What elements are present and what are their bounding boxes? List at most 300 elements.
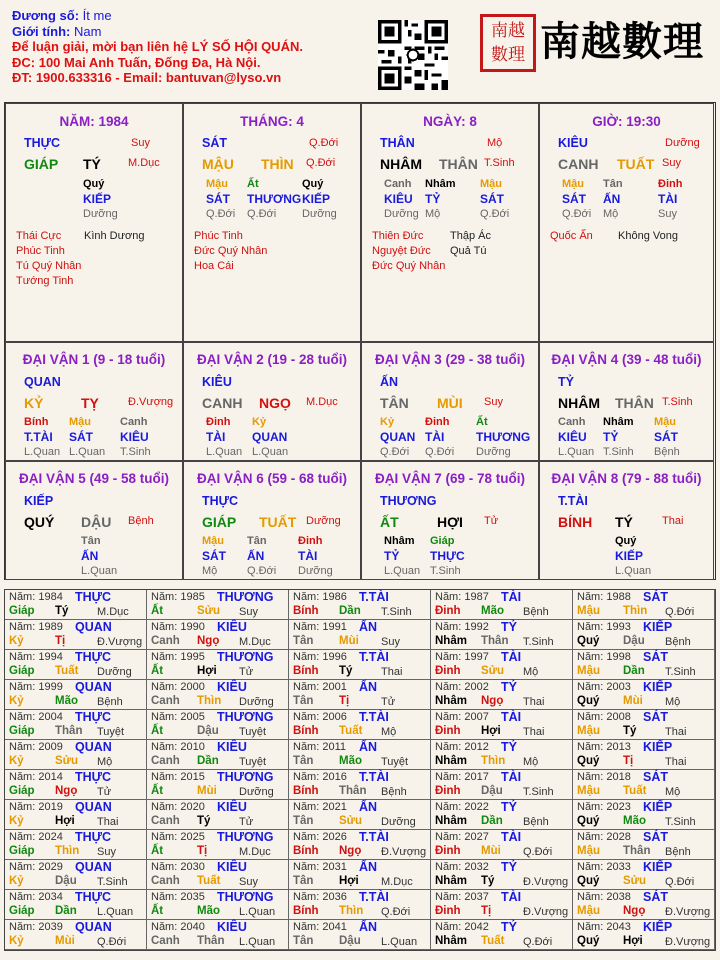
star-right: Không Vong — [618, 230, 678, 242]
year-label: Năm: 2016 — [293, 771, 347, 783]
year-branch: Tuất — [481, 935, 505, 947]
year-cell — [573, 920, 715, 950]
year-cell — [431, 650, 573, 680]
year-label: Năm: 2013 — [577, 741, 631, 753]
year-label: Năm: 2037 — [435, 891, 489, 903]
year-phase: M.Dục — [97, 606, 129, 618]
hidden-god: THƯƠNG — [476, 430, 531, 444]
year-stem: Quý — [577, 635, 600, 647]
year-stem: Kỷ — [9, 815, 24, 827]
pillar-title: NGÀY: 8 — [423, 114, 477, 129]
pillar-title: GIỜ: 19:30 — [592, 114, 661, 129]
pillar-branch: THÂN — [439, 156, 478, 172]
dai-van-god: KIÊU — [202, 375, 232, 389]
year-phase: Tuyệt — [97, 726, 125, 738]
year-stem: Nhâm — [435, 755, 467, 767]
year-phase: Dưỡng — [239, 696, 274, 708]
year-label: Năm: 2004 — [9, 711, 63, 723]
year-phase: M.Dục — [239, 846, 271, 858]
year-label: Năm: 1994 — [9, 651, 63, 663]
year-branch: Mão — [623, 815, 646, 827]
year-branch: Thân — [55, 725, 83, 737]
year-god: T.TÀI — [359, 770, 389, 784]
dai-van-stem-phase: Bệnh — [128, 515, 154, 527]
star-left: Hoa Cái — [194, 260, 234, 272]
year-label: Năm: 1984 — [9, 591, 63, 603]
year-stem: Quý — [577, 755, 600, 767]
year-label: Năm: 1987 — [435, 591, 489, 603]
year-branch: Dậu — [623, 635, 645, 647]
year-label: Năm: 2015 — [151, 771, 205, 783]
year-branch: Hợi — [481, 725, 501, 737]
year-god: T.TÀI — [359, 710, 389, 724]
year-branch: Dậu — [481, 785, 503, 797]
hidden-phase: L.Quan — [384, 565, 421, 577]
year-label: Năm: 2008 — [577, 711, 631, 723]
year-phase: Tuyệt — [239, 726, 267, 738]
contact-line: Để luận giải, mời bạn liên hệ LÝ SỐ HỘI QUÁN. — [12, 39, 303, 54]
hidden-stem: Đinh — [206, 416, 231, 428]
year-label: Năm: 2010 — [151, 741, 205, 753]
year-cell — [289, 740, 431, 770]
year-label: Năm: 2001 — [293, 681, 347, 693]
year-branch: Thìn — [55, 845, 80, 857]
year-branch: Dậu — [197, 725, 219, 737]
year-branch: Dần — [481, 815, 503, 827]
dai-van-stem-phase: Thai — [662, 515, 684, 527]
year-cell — [573, 890, 715, 920]
hidden-god: TỶ — [384, 549, 400, 563]
dai-van-stem-phase: Đ.Vượng — [128, 396, 174, 408]
year-branch: Thìn — [481, 755, 506, 767]
year-god: TÀI — [501, 770, 522, 784]
year-label: Năm: 2030 — [151, 861, 205, 873]
year-label: Năm: 1998 — [577, 651, 631, 663]
year-branch: Tuất — [623, 785, 647, 797]
year-god: T.TÀI — [359, 830, 389, 844]
year-stem: Tân — [293, 695, 314, 707]
year-stem: Đinh — [435, 785, 461, 797]
year-stem: Kỷ — [9, 635, 24, 647]
year-cell — [5, 860, 147, 890]
year-cell — [289, 680, 431, 710]
year-branch: Thìn — [339, 905, 364, 917]
hidden-phase: Dưỡng — [476, 446, 511, 458]
year-phase: Mộ — [523, 756, 539, 768]
year-cell — [147, 620, 289, 650]
year-god: KIÊU — [217, 620, 247, 634]
dai-van-stem: ẤT — [380, 514, 399, 530]
year-branch: Thân — [623, 845, 651, 857]
dai-van-god: THỰC — [202, 494, 239, 508]
hidden-stem: Mậu — [206, 178, 228, 190]
year-label: Năm: 2018 — [577, 771, 631, 783]
year-phase: L.Quan — [381, 936, 418, 948]
year-cell — [5, 590, 147, 620]
dai-van-cell — [5, 461, 183, 580]
dai-van-stem: KỶ — [24, 395, 44, 411]
year-stem: Đinh — [435, 725, 461, 737]
year-cell — [573, 680, 715, 710]
hidden-stem: Nhâm — [425, 178, 456, 190]
year-stem: Mậu — [577, 785, 600, 797]
year-cell — [573, 770, 715, 800]
hidden-stem: Quý — [302, 178, 324, 190]
year-god: QUAN — [75, 800, 112, 814]
dai-van-cell — [183, 461, 361, 580]
star-left: Đức Quý Nhân — [372, 260, 446, 272]
year-cell — [573, 830, 715, 860]
year-branch: Dần — [623, 665, 645, 677]
year-cell — [431, 620, 573, 650]
hidden-god: SÁT — [206, 192, 230, 206]
hidden-stem: Tân — [603, 178, 623, 190]
pillar-top-phase: Suy — [131, 137, 150, 149]
pillar-top-phase: Mộ — [487, 137, 503, 149]
year-cell — [431, 890, 573, 920]
hidden-stem: Quý — [615, 535, 637, 547]
star-right: Quả Tú — [450, 245, 487, 257]
year-stem: Mậu — [577, 725, 600, 737]
year-phase: Mộ — [665, 696, 681, 708]
year-god: TÀI — [501, 710, 522, 724]
year-stem: Giáp — [9, 605, 35, 617]
year-stem: Bính — [293, 725, 319, 737]
year-branch: Mùi — [481, 845, 501, 857]
hidden-phase: Suy — [658, 208, 677, 220]
year-branch: Mão — [197, 905, 220, 917]
year-stem: Đinh — [435, 605, 461, 617]
year-stem: Ất — [151, 905, 164, 917]
dai-van-title: ĐẠI VẬN 5 (49 - 58 tuổi) — [18, 471, 170, 486]
year-label: Năm: 2021 — [293, 801, 347, 813]
year-god: KIẾP — [643, 860, 673, 874]
year-cell — [289, 650, 431, 680]
year-god: THƯƠNG — [217, 770, 274, 784]
hidden-stem: Mậu — [480, 178, 502, 190]
year-phase: Q.Đới — [665, 606, 695, 618]
year-god: KIẾP — [643, 740, 673, 754]
year-branch: Tuất — [55, 665, 79, 677]
year-god: T.TÀI — [359, 590, 389, 604]
pillar-top-god: SÁT — [202, 136, 227, 150]
year-god: ẤN — [359, 620, 378, 634]
year-stem: Ất — [151, 725, 164, 737]
star-left: Phúc Tinh — [194, 230, 243, 242]
year-branch: Tý — [339, 665, 353, 677]
year-god: SÁT — [643, 890, 668, 904]
year-branch: Tị — [55, 635, 66, 647]
dai-van-cell — [539, 461, 714, 580]
year-label: Năm: 2025 — [151, 831, 205, 843]
year-cell — [573, 620, 715, 650]
hidden-phase: Dưỡng — [302, 208, 337, 220]
hidden-god: QUAN — [380, 430, 416, 444]
hidden-god: KIẾP — [615, 549, 644, 563]
hidden-stem: Mậu — [69, 416, 91, 428]
year-label: Năm: 2028 — [577, 831, 631, 843]
year-branch: Tý — [55, 605, 69, 617]
year-label: Năm: 2040 — [151, 921, 205, 933]
year-god: QUAN — [75, 920, 112, 934]
year-phase: Thai — [381, 666, 403, 678]
year-label: Năm: 2035 — [151, 891, 205, 903]
year-label: Năm: 2038 — [577, 891, 631, 903]
pillar-title: THÁNG: 4 — [240, 114, 304, 129]
year-phase: Bệnh — [523, 816, 549, 828]
brand-title: 南越數理 — [540, 18, 704, 65]
year-cell — [147, 920, 289, 950]
pillar-cell — [183, 103, 361, 342]
year-phase: Q.Đới — [523, 936, 553, 948]
hidden-phase: L.Quan — [24, 446, 61, 458]
year-stem: Giáp — [9, 905, 35, 917]
year-cell — [431, 590, 573, 620]
hidden-god: TỶ — [603, 430, 619, 444]
year-label: Năm: 1999 — [9, 681, 63, 693]
year-god: TỶ — [501, 920, 517, 934]
year-stem: Kỷ — [9, 695, 24, 707]
hidden-stem: Kỷ — [380, 416, 395, 428]
year-label: Năm: 2007 — [435, 711, 489, 723]
dai-van-branch: TÝ — [615, 514, 633, 530]
dai-van-god: QUAN — [24, 375, 61, 389]
star-left: Nguyệt Đức — [372, 245, 431, 257]
year-phase: Thai — [665, 726, 687, 738]
year-label: Năm: 2022 — [435, 801, 489, 813]
hidden-god: TÀI — [658, 192, 678, 206]
pillar-top-god: THỰC — [24, 136, 61, 150]
year-cell — [431, 680, 573, 710]
hidden-phase: T.Sinh — [120, 446, 151, 458]
dai-van-branch: NGỌ — [259, 395, 291, 411]
hidden-god: SÁT — [69, 430, 93, 444]
year-branch: Tuất — [339, 725, 363, 737]
year-stem: Canh — [151, 935, 180, 947]
year-stem: Mậu — [577, 665, 600, 677]
year-branch: Tuất — [197, 875, 221, 887]
dai-van-stem-phase: M.Dục — [306, 396, 338, 408]
year-label: Năm: 2036 — [293, 891, 347, 903]
hidden-god: KIẾP — [302, 192, 331, 206]
year-god: KIẾP — [643, 620, 673, 634]
year-cell — [5, 800, 147, 830]
year-god: THỰC — [75, 710, 112, 724]
dai-van-title: ĐẠI VẬN 6 (59 - 68 tuổi) — [196, 471, 348, 486]
year-stem: Canh — [151, 815, 180, 827]
year-cell — [573, 800, 715, 830]
hidden-phase: T.Sinh — [430, 565, 461, 577]
star-left: Đức Quý Nhân — [194, 245, 268, 257]
year-stem: Giáp — [9, 725, 35, 737]
hidden-stem: Kỷ — [252, 416, 267, 428]
year-branch: Thìn — [623, 605, 648, 617]
dai-van-title: ĐẠI VẬN 3 (29 - 38 tuổi) — [374, 352, 526, 367]
year-branch: Thân — [197, 935, 225, 947]
year-god: SÁT — [643, 770, 668, 784]
pillar-branch: TUẤT — [617, 156, 655, 172]
year-stem: Ất — [151, 605, 164, 617]
year-branch: Dậu — [55, 875, 77, 887]
year-label: Năm: 2012 — [435, 741, 489, 753]
year-label: Năm: 1990 — [151, 621, 205, 633]
year-god: QUAN — [75, 680, 112, 694]
year-cell — [147, 830, 289, 860]
year-god: T.TÀI — [359, 890, 389, 904]
year-cell — [289, 590, 431, 620]
year-god: ẤN — [359, 800, 378, 814]
hidden-stem: Giáp — [430, 535, 455, 547]
year-label: Năm: 2023 — [577, 801, 631, 813]
year-cell — [147, 740, 289, 770]
year-label: Năm: 1995 — [151, 651, 205, 663]
year-branch: Tị — [623, 755, 634, 767]
year-phase: M.Dục — [381, 876, 413, 888]
year-phase: Tử — [239, 666, 254, 678]
year-god: TỶ — [501, 800, 517, 814]
year-branch: Hợi — [55, 815, 75, 827]
year-branch: Sửu — [197, 605, 221, 617]
year-god: TÀI — [501, 890, 522, 904]
year-phase: Đ.Vượng — [97, 636, 143, 648]
year-label: Năm: 1992 — [435, 621, 489, 633]
hidden-stem: Tân — [81, 535, 101, 547]
year-phase: Tử — [239, 816, 254, 828]
year-cell — [289, 920, 431, 950]
year-god: THỰC — [75, 830, 112, 844]
hidden-phase: Q.Đới — [562, 208, 592, 220]
year-phase: Suy — [381, 636, 400, 648]
year-stem: Quý — [577, 935, 600, 947]
year-label: Năm: 2043 — [577, 921, 631, 933]
hidden-god: THƯƠNG — [247, 192, 302, 206]
year-god: THƯƠNG — [217, 650, 274, 664]
year-cell — [5, 770, 147, 800]
year-phase: T.Sinh — [523, 636, 554, 648]
year-branch: Tý — [481, 875, 495, 887]
hidden-stem: Tân — [247, 535, 267, 547]
year-god: TỶ — [501, 740, 517, 754]
year-stem: Nhâm — [435, 635, 467, 647]
year-phase: Đ.Vượng — [665, 936, 711, 948]
year-phase: Suy — [97, 846, 116, 858]
pillar-stem: NHÂM — [380, 156, 422, 172]
year-god: TỶ — [501, 620, 517, 634]
dai-van-stem: NHÂM — [558, 395, 600, 411]
year-god: THỰC — [75, 890, 112, 904]
annual-table — [4, 589, 716, 951]
year-god: ẤN — [359, 920, 378, 934]
year-cell — [147, 650, 289, 680]
year-phase: L.Quan — [239, 906, 276, 918]
dai-van-title: ĐẠI VẬN 7 (69 - 78 tuổi) — [374, 471, 526, 486]
year-branch: Ngọ — [339, 845, 362, 857]
year-cell — [289, 800, 431, 830]
dai-van-stem: QUÝ — [24, 514, 55, 530]
year-label: Năm: 2009 — [9, 741, 63, 753]
year-branch: Tị — [481, 905, 492, 917]
year-god: KIÊU — [217, 860, 247, 874]
year-stem: Bính — [293, 845, 319, 857]
star-right: Thập Ác — [450, 230, 491, 242]
year-branch: Mùi — [197, 785, 217, 797]
qr-code-icon[interactable] — [378, 20, 448, 90]
year-cell — [289, 710, 431, 740]
header-info — [12, 8, 372, 86]
year-cell — [147, 860, 289, 890]
hidden-god: ẤN — [603, 192, 621, 206]
year-stem: Giáp — [9, 665, 35, 677]
year-phase: Thai — [523, 726, 545, 738]
dai-van-god: T.TÀI — [558, 494, 588, 508]
hidden-god: T.TÀI — [24, 430, 53, 444]
year-label: Năm: 1985 — [151, 591, 205, 603]
year-stem: Kỷ — [9, 755, 24, 767]
year-label: Năm: 2029 — [9, 861, 63, 873]
hidden-phase: Q.Đới — [480, 208, 510, 220]
star-left: Quốc Ấn — [550, 230, 593, 242]
year-branch: Hợi — [197, 665, 217, 677]
dai-van-branch: MÙI — [437, 395, 463, 411]
year-cell — [573, 590, 715, 620]
year-phase: L.Quan — [97, 906, 134, 918]
pillar-top-phase: Dưỡng — [665, 137, 700, 149]
year-god: THỰC — [75, 650, 112, 664]
year-stem: Mậu — [577, 905, 600, 917]
year-cell — [5, 680, 147, 710]
year-god: THƯƠNG — [217, 710, 274, 724]
star-left: Tú Quý Nhân — [16, 260, 82, 272]
pillar-cell — [539, 103, 714, 342]
seal-text: 南越數理 — [491, 21, 525, 65]
name-label: Đương số: — [12, 8, 80, 23]
year-god: SÁT — [643, 710, 668, 724]
year-cell — [147, 680, 289, 710]
year-god: THỰC — [75, 590, 112, 604]
dai-van-branch: TỴ — [81, 395, 99, 411]
year-god: ẤN — [359, 740, 378, 754]
year-stem: Canh — [151, 695, 180, 707]
year-god: TÀI — [501, 590, 522, 604]
address-line: ĐC: 100 Mai Anh Tuấn, Đống Đa, Hà Nội. — [12, 54, 261, 70]
hidden-phase: Q.Đới — [206, 208, 236, 220]
year-phase: Suy — [239, 606, 258, 618]
year-stem: Tân — [293, 935, 314, 947]
year-cell — [573, 650, 715, 680]
dai-van-title: ĐẠI VẬN 4 (39 - 48 tuổi) — [551, 352, 702, 367]
hidden-phase: L.Quan — [81, 565, 118, 577]
year-branch: Mão — [55, 695, 78, 707]
pillar-branch: TÝ — [83, 156, 101, 172]
dai-van-stem: CANH — [202, 395, 243, 411]
year-label: Năm: 2017 — [435, 771, 489, 783]
year-branch: Hợi — [339, 875, 359, 887]
year-cell — [573, 710, 715, 740]
hidden-phase: Dưỡng — [384, 208, 419, 220]
hidden-stem: Đinh — [658, 178, 683, 190]
star-left: Phúc Tinh — [16, 245, 65, 257]
year-label: Năm: 1986 — [293, 591, 347, 603]
year-stem: Bính — [293, 785, 319, 797]
hidden-stem: Canh — [384, 178, 412, 190]
hidden-stem: Đinh — [298, 535, 323, 547]
year-stem: Quý — [577, 695, 600, 707]
year-stem: Kỷ — [9, 875, 24, 887]
year-phase: Dưỡng — [97, 666, 132, 678]
hidden-stem: Quý — [83, 178, 105, 190]
year-stem: Canh — [151, 635, 180, 647]
hidden-phase: Q.Đới — [380, 446, 410, 458]
